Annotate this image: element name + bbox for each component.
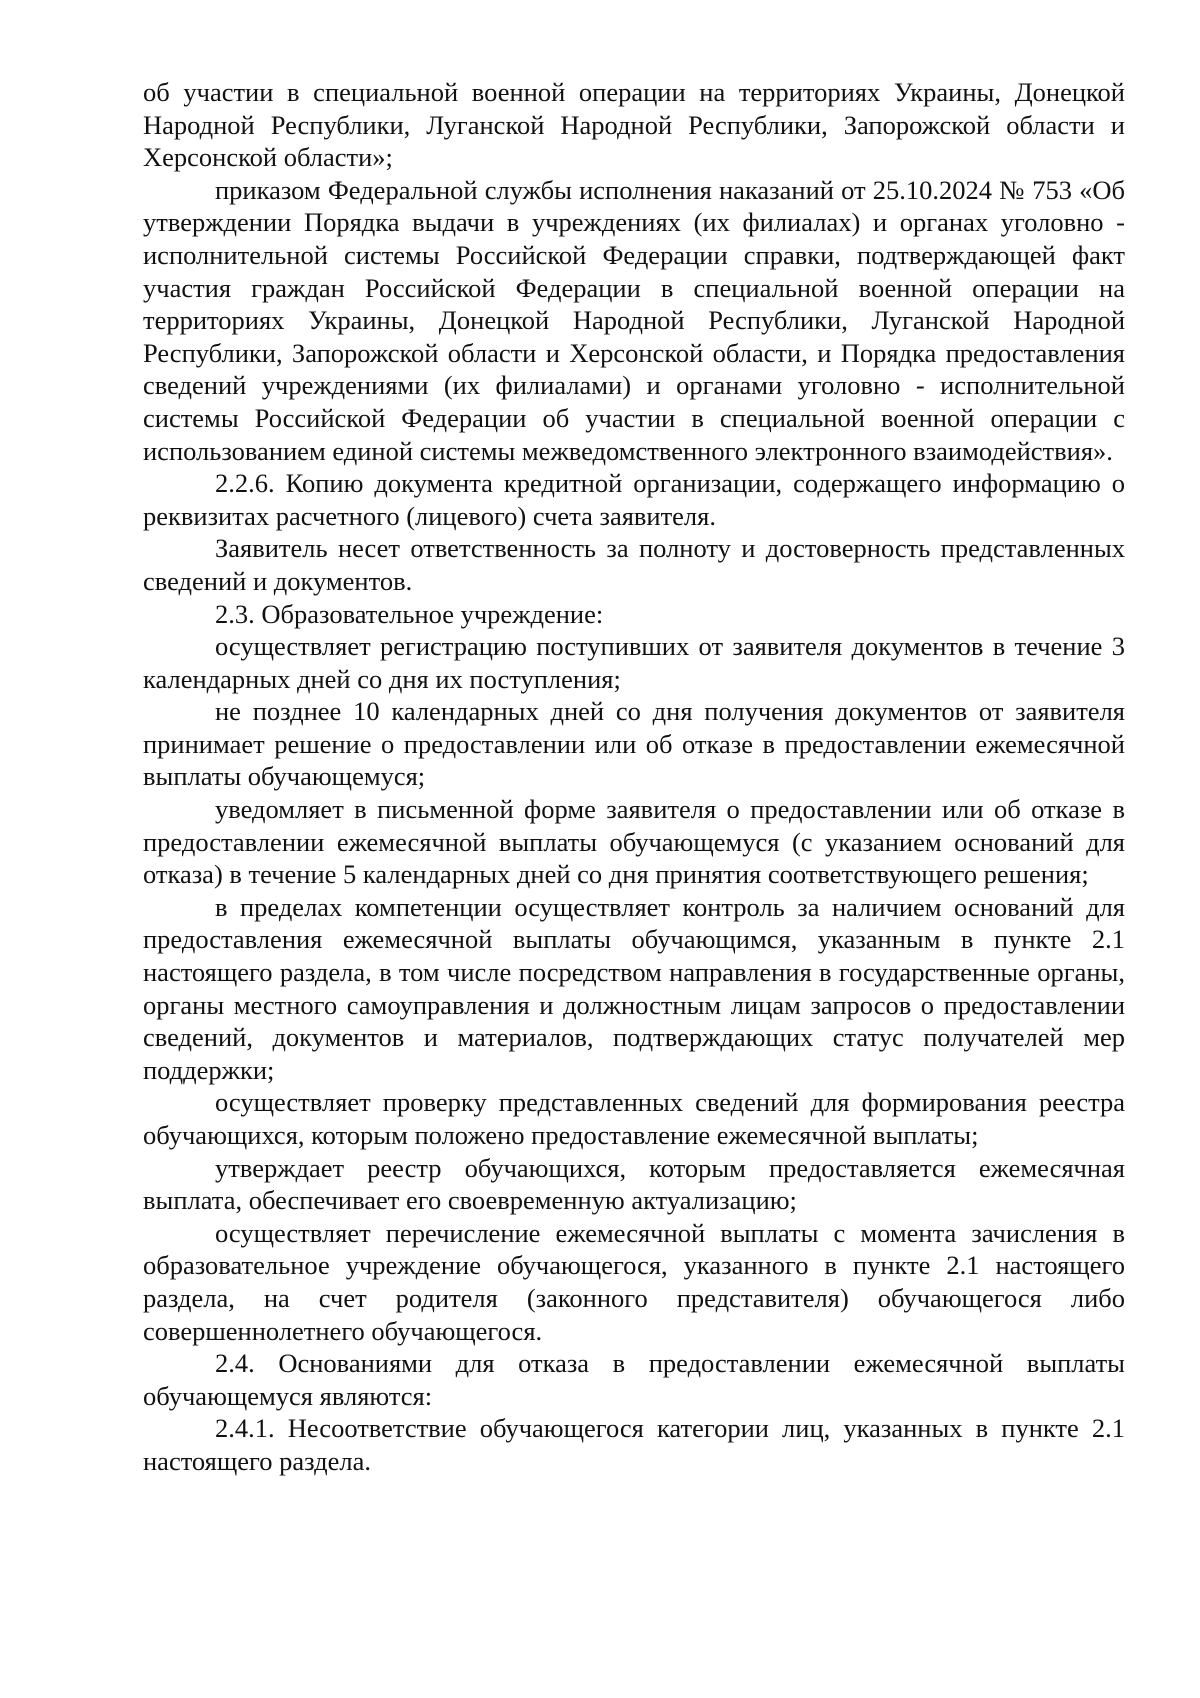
paragraph-verification: осуществляет проверку представленных сведений для формирования реестра обучающихся, которым положено предоставление ежемесячной выплаты; [143, 1087, 1125, 1150]
paragraph-control: в пределах компетенции осуществляет контроль за наличием оснований для предоставления ежемесячной выплаты обучающимся, указанным в пункте 2.1 настоящего раздела, в том числе посредством направления в государственные органы, органы местного самоуправления и должностным лицам запросов о предоставлении сведений, документов и материалов, подтверждающих статус получателей мер поддержки; [143, 891, 1125, 1085]
document-body [143, 76, 1125, 1478]
paragraph-applicant-responsibility: Заявитель несет ответственность за полноту и достоверность представленных сведений и документов. [143, 533, 1125, 596]
paragraph-2-4-1: 2.4.1. Несоответствие обучающегося категории лиц, указанных в пункте 2.1 настоящего раздела. [143, 1413, 1125, 1476]
paragraph-2-3: 2.3. Образовательное учреждение: [215, 598, 604, 629]
paragraph-transfer: осуществляет перечисление ежемесячной выплаты с момента зачисления в образовательное учреждение обучающегося, указанного в пункте 2.1 настоящего раздела, на счет родителя (законного представителя) обучающегося либо совершеннолетнего обучающегося. [143, 1217, 1125, 1346]
paragraph-registry: утверждает реестр обучающихся, которым предоставляется ежемесячная выплата, обеспечивает его своевременную актуализацию; [143, 1152, 1125, 1216]
paragraph-continuation: об участии в специальной военной операции на территориях Украины, Донецкой Народной Республики, Луганской Народной Республики, Запорожской области и Херсонской области»; [143, 77, 1125, 173]
paragraph-registration: осуществляет регистрацию поступивших от заявителя документов в течение 3 календарных дней со дня их поступления; [143, 631, 1125, 694]
paragraph-fsin-order: приказом Федеральной службы исполнения наказаний от 25.10.2024 № 753 «Об утверждении Порядка выдачи в учреждениях (их филиалах) и органах уголовно - исполнительной системы Российской Федерации справки, подтверждающей факт участия граждан Российской Федерации в специальной военной операции на территориях Украины, Донецкой Народной Республики, Луганской Народной Республики, Запорожской области и Херсонской области, и Порядка предоставления сведений учреждениями (их филиалами) и органами уголовно - исполнительной системы Российской Федерации об участии в специальной военной операции с использованием единой системы межведомственного электронного взаимодействия». [143, 174, 1125, 466]
paragraph-notification: уведомляет в письменной форме заявителя о предоставлении или об отказе в предоставлении ежемесячной выплаты обучающемуся (с указанием оснований для отказа) в течение 5 календарных дней со дня принятия соответствующего решения; [143, 794, 1125, 890]
paragraph-2-4: 2.4. Основаниями для отказа в предоставлении ежемесячной выплаты обучающемуся являются: [143, 1348, 1125, 1411]
paragraph-decision: не позднее 10 календарных дней со дня получения документов от заявителя принимает решение о предоставлении или об отказе в предоставлении ежемесячной выплаты обучающемуся; [143, 696, 1125, 792]
paragraph-2-2-6: 2.2.6. Копию документа кредитной организации, содержащего информацию о реквизитах расчетного (лицевого) счета заявителя. [143, 468, 1125, 531]
